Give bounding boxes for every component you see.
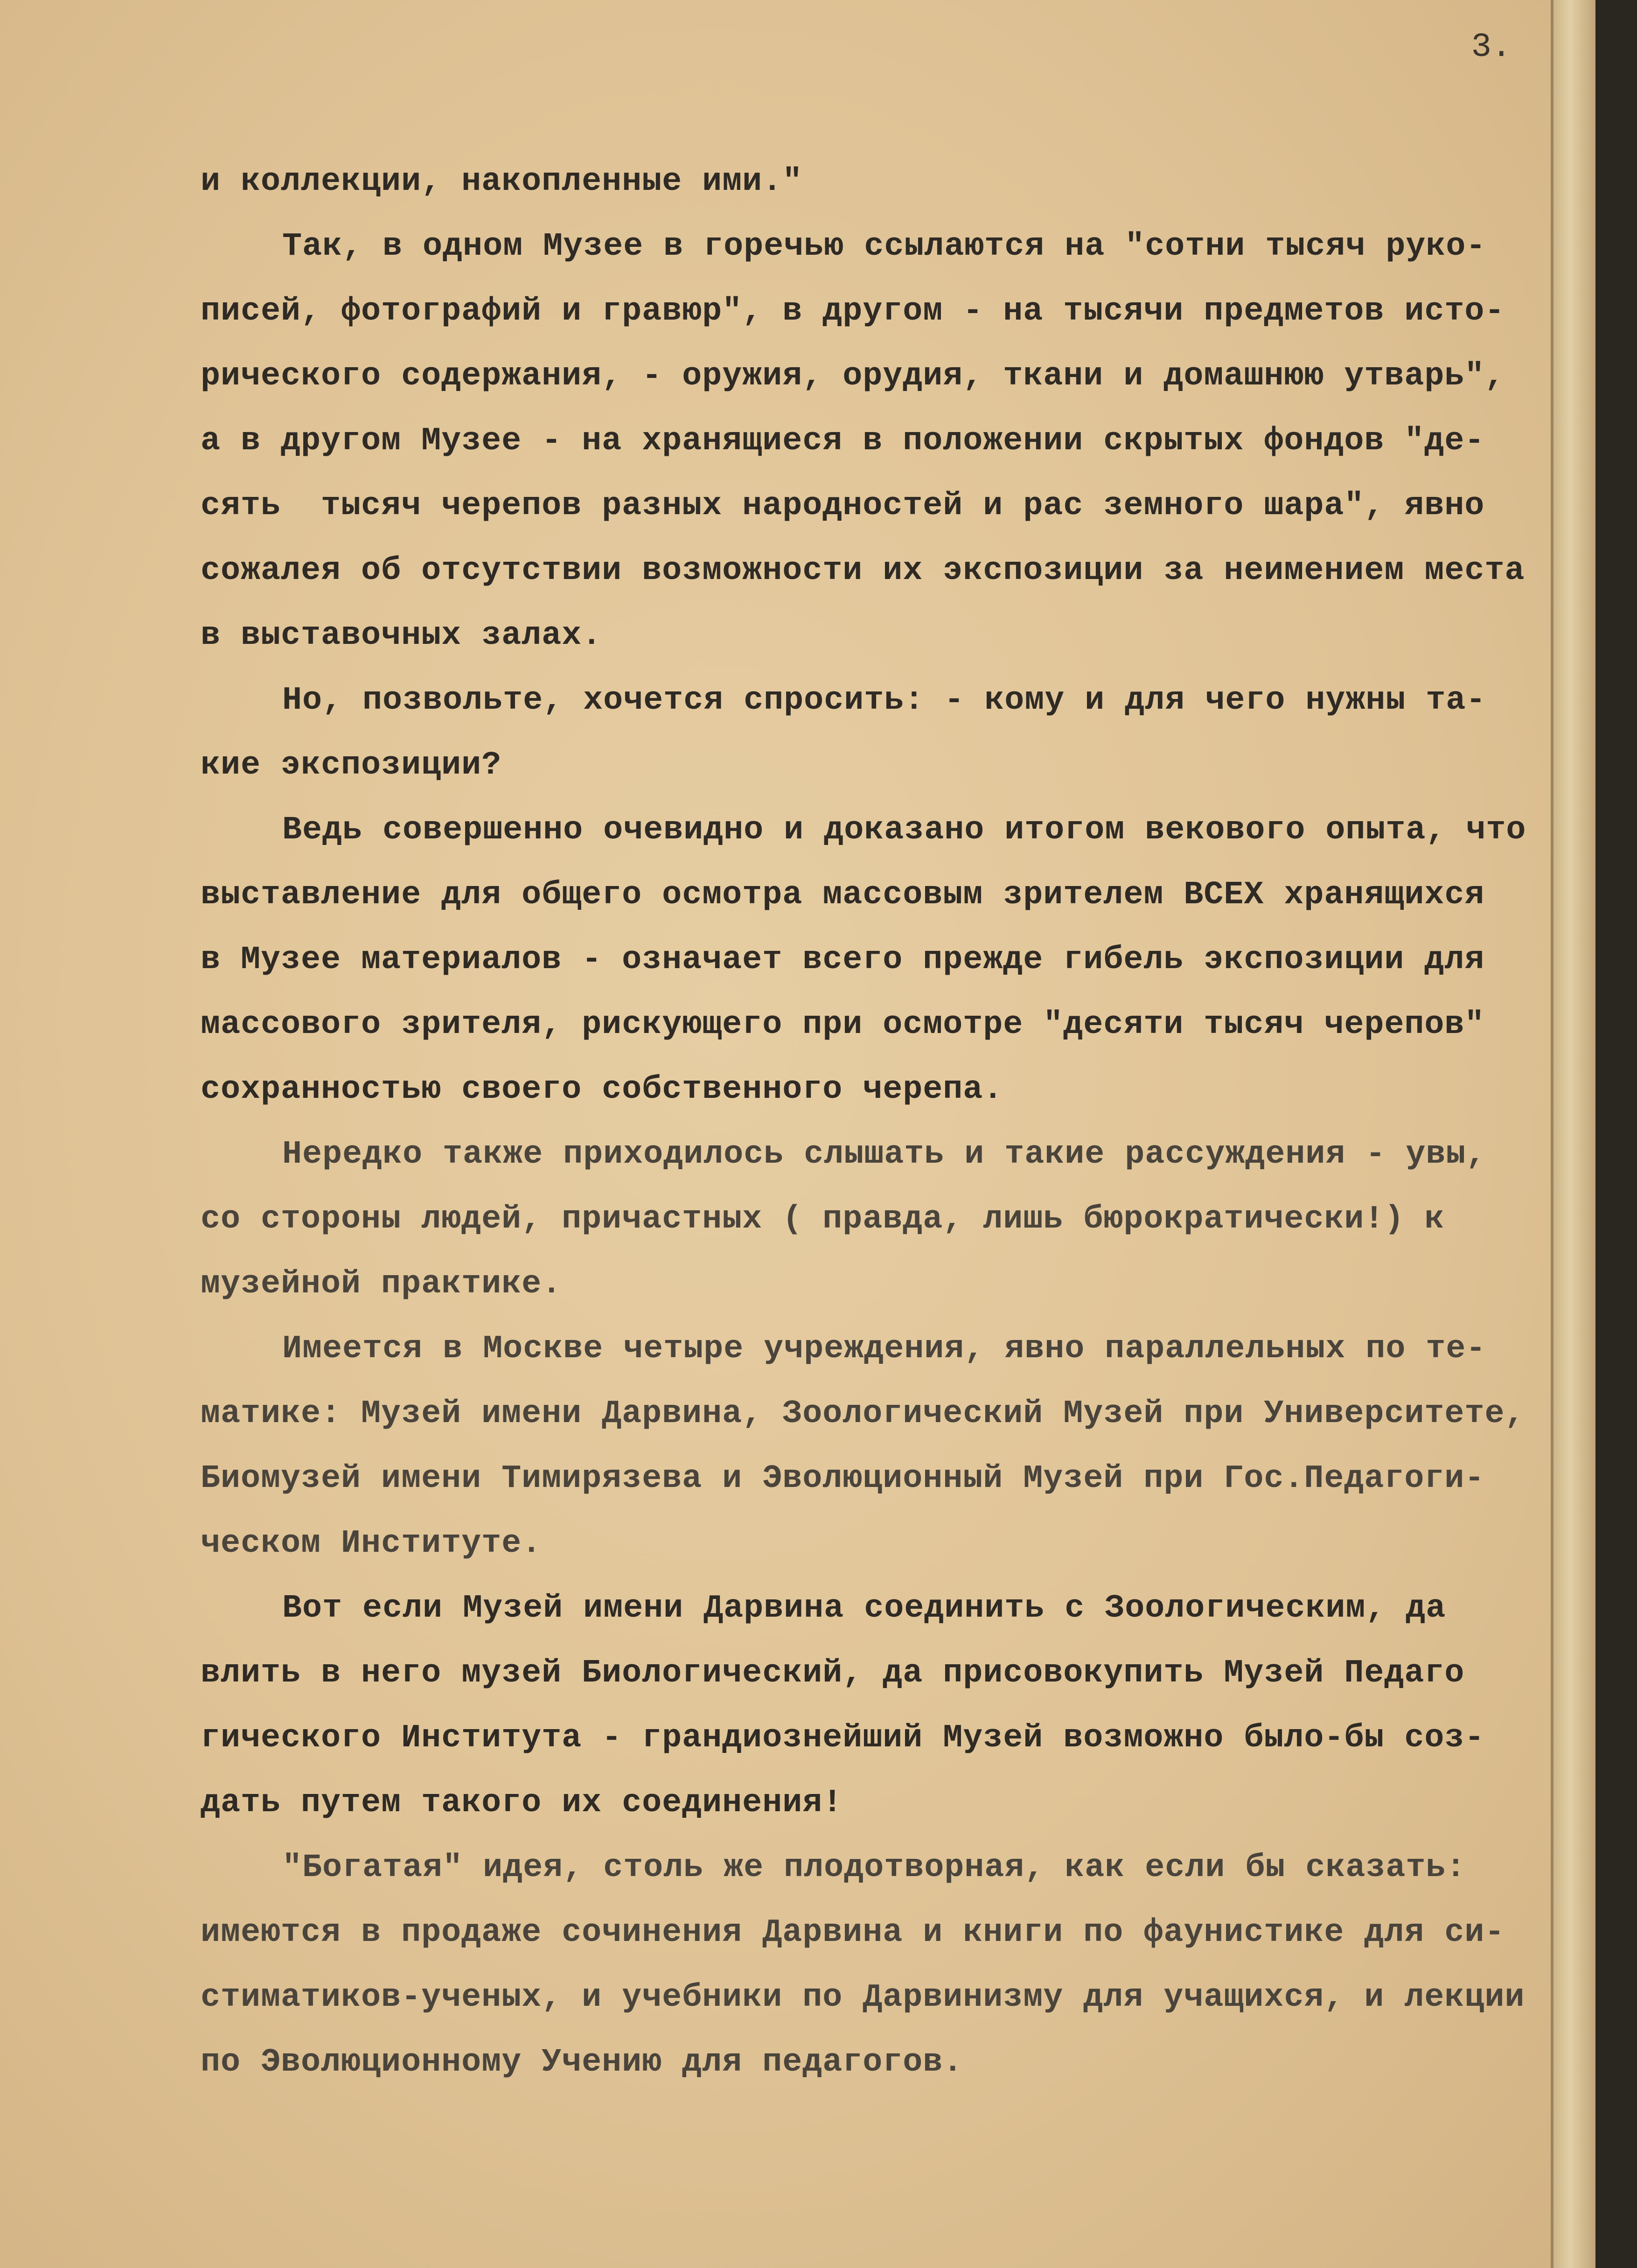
paragraph-start-line: Имеется в Москве четыре учреждения, явно параллельных по те- (282, 1331, 1486, 1368)
text-line: кие экспозиции? (201, 747, 502, 784)
paragraph-start-line: Так, в одном Музее в горечью ссылаются на "сотни тысяч руко- (282, 228, 1486, 265)
paragraph-start-line: Ведь совершенно очевидно и доказано итогом векового опыта, что (282, 812, 1526, 849)
text-line: влить в него музей Биологический, да присовокупить Музей Педаго (201, 1655, 1465, 1692)
text-line: писей, фотографий и гравюр", в другом - на тысячи предметов исто- (201, 293, 1505, 330)
text-line: массового зрителя, рискующего при осмотре "десяти тысяч черепов" (201, 1006, 1485, 1043)
paragraph-start-line: Но, позвольте, хочется спросить: - кому и для чего нужны та- (282, 682, 1486, 719)
text-line: по Эволюционному Учению для педагогов. (201, 2044, 963, 2081)
text-line: сохранностью своего собственного черепа. (201, 1071, 1003, 1108)
text-line: дать путем такого их соединения! (201, 1785, 843, 1821)
text-line: в Музее материалов - означает всего прежде гибель экспозиции для (201, 942, 1485, 978)
text-line: рического содержания, - оружия, орудия, ткани и домашнюю утварь", (201, 358, 1505, 395)
text-line: матике: Музей имени Дарвина, Зоологический Музей при Университете, (201, 1396, 1525, 1432)
typewritten-text (201, 149, 1572, 2095)
text-line: имеются в продаже сочинения Дарвина и книги по фаунистике для си- (201, 1914, 1505, 1951)
text-line: сожалея об отсутствии возможности их экспозиции за неимением места (201, 552, 1525, 589)
text-line: ческом Институте. (201, 1525, 542, 1562)
text-line: гического Института - грандиознейший Музей возможно было-бы соз- (201, 1720, 1485, 1757)
text-line: музейной практике. (201, 1266, 562, 1303)
text-line: а в другом Музее - на хранящиеся в положении скрытых фондов "де- (201, 423, 1485, 460)
text-line: со стороны людей, причастных ( правда, лишь бюрократически!) к (201, 1201, 1445, 1238)
text-line: сять тысяч черепов разных народностей и рас земного шара", явно (201, 488, 1485, 524)
page-number: 3. (1471, 28, 1512, 66)
paragraph-start-line: "Богатая" идея, столь же плодотворная, как если бы сказать: (282, 1849, 1466, 1886)
text-line: в выставочных залах. (201, 617, 602, 654)
paragraph-start-line: Нередко также приходилось слышать и такие рассуждения - увы, (282, 1136, 1486, 1173)
text-line: Биомузей имени Тимирязева и Эволюционный Музей при Гос.Педагоги- (201, 1460, 1485, 1497)
text-line: и коллекции, накопленные ими." (201, 163, 803, 200)
paragraph-start-line: Вот если Музей имени Дарвина соединить с Зоологическим, да (282, 1590, 1446, 1627)
text-line: стиматиков-ученых, и учебники по Дарвинизму для учащихся, и лекции (201, 1979, 1525, 2016)
text-line: выставление для общего осмотра массовым зрителем ВСЕХ хранящихся (201, 877, 1485, 914)
